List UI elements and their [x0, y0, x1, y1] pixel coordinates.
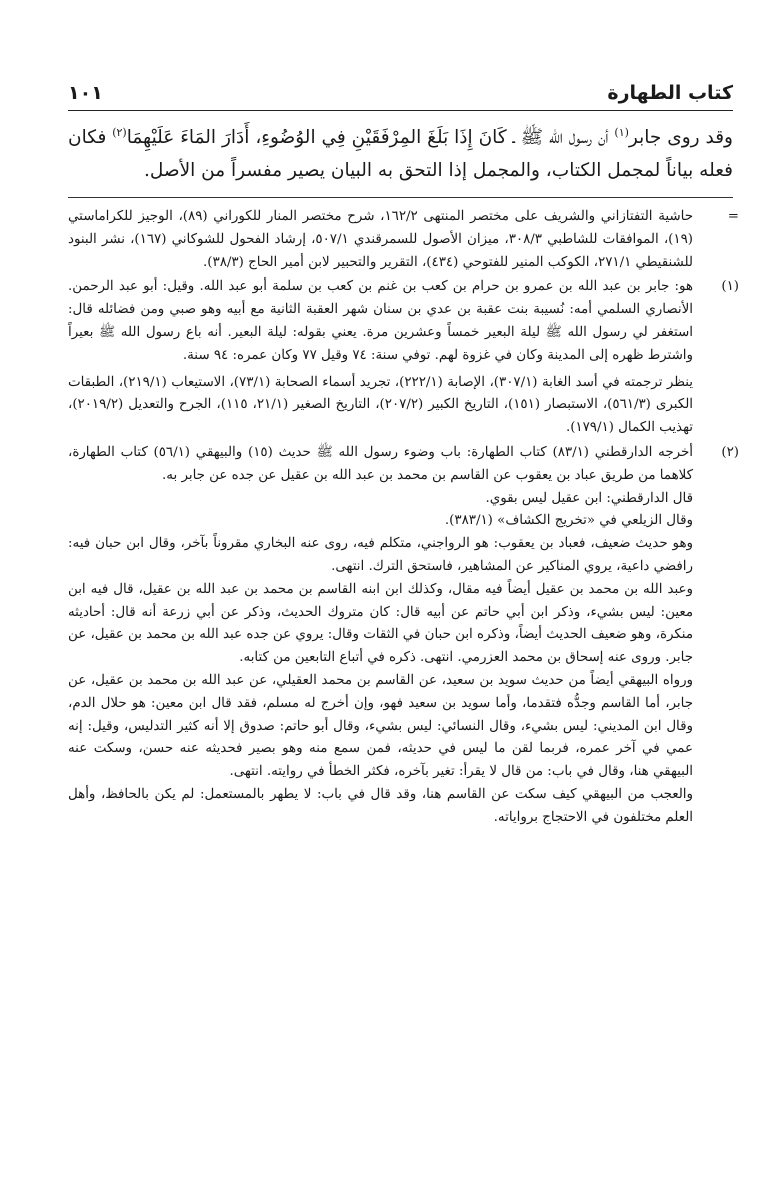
page-number: ١٠١: [68, 82, 103, 104]
continuation-text: حاشية التفتازاني والشريف على مختصر المنتهى ١٦٢/٢، شرح مختصر المنار للكوراني (٨٩)، الوجيز للكراماستي (١٩)، الموافقات للشاطبي ٣٠٨/٣، ميزان الأصول للسمرقندي ٥٠٧/١، إرشاد الفحول للشوكاني (١٦٧)، نشر البنود للشنقيطي ٢٧١/١، الكوكب المنير للفتوحي (٤٣٤)، التقرير والتحبير لابن أمير الحاج (٣٨/٣).: [68, 209, 694, 270]
footnote-ref-2[interactable]: (٢): [112, 125, 127, 139]
footnote-separator: [68, 197, 733, 198]
page: [68, 82, 739, 830]
footnotes: [68, 206, 739, 830]
main-text: [68, 121, 733, 187]
footnote-2-para-3: وقال الزيلعي في «تخريج الكشاف» (٣٨٣/١).: [444, 513, 693, 529]
footnote-ref-1[interactable]: (١): [614, 125, 629, 139]
footnote-1: [68, 276, 739, 440]
footnote-2-para-4: وهو حديث ضعيف، فعباد بن يعقوب: هو الرواجني، متكلم فيه، روى عنه البخاري مقروناً بآخر، وقال ابن حبان فيه: رافضي داعية، يروي المناكير عن المشاهير، فاستحق الترك. انتهى.: [68, 536, 693, 574]
footnote-1-refs: ينظر ترجمته في أسد الغابة (٣٠٧/١)، الإصابة (٢٢٢/١)، تجريد أسماء الصحابة (٧٣/١)، الاستيعاب (٢١٩/١)، الطبقات الكبرى (٥٦١/٣)، الاستبصار (١٥١)، التاريخ الكبير (٢٠٧/٢)، التاريخ الصغير (٢١/١، ١١٥)، الجرح والتعديل (٢٠١٩/٢)، تهذيب الكمال (١٧٩/١).: [68, 374, 694, 436]
footnote-2-marker: (٢): [721, 444, 739, 460]
footnote-continuation: [68, 206, 739, 274]
footnote-2-para-5: وعبد الله بن محمد بن عقيل أيضاً فيه مقال، وكذلك ابن ابنه القاسم بن محمد بن عبد الله بن عقيل، قال فيه ابن معين: ليس بشيء، وذكر ابن أبي حاتم عن أبيه قال: كان متروك الحديث، وذكر عن أبي زرعة أنه قال: أحاديثه منكرة، وهو ضعيف الحديث أيضاً، وذكره ابن حبان في الثقات وقال: يروي عن جده عبد الله بن محمد بن عقيل، عن جابر. وروى عنه إسحاق بن محمد العزرمي. انتهى. ذكره في أتباع التابعين من كتابه.: [68, 581, 693, 666]
footnote-1-text: هو: جابر بن عبد الله بن عمرو بن حرام بن كعب بن غنم بن كعب بن سلمة أبو عبد الله. وقيل: أبو عبد الرحمن. الأنصاري السلمي أمه: نُسيبة بنت عقبة بن عدي بن سنان شهر العقبة الثانية مع أبيه وهو صبي ومن فضائله قال: استغفر لي رسول الله ﷺ ليلة البعير خمساً وعشرين مرة. يعني بقوله: ليلة البعير. أنه باع رسول الله ﷺ بعيراً واشترط ظهره إلى المدينة وكان في غزوة لهم. توفي سنة: ٧٤ وقيل ٧٧ وكان عمره: ٩٤ سنة.: [68, 279, 693, 363]
footnote-2-text: أخرجه الدارقطني (٨٣/١) كتاب الطهارة: باب وضوء رسول الله ﷺ حديث (١٥) والبيهقي (٥٦/١) كتاب الطهارة، كلاهما من طريق عباد بن يعقوب عن القاسم بن محمد بن عبد الله بن عقيل عن جده عن جابر به.: [68, 444, 693, 483]
hadith-quote: كَانَ إِذَا بَلَغَ المِرْفَقَيْنِ فِي الوُضُوءِ، أَدَارَ المَاءَ عَلَيْهِمَا: [126, 127, 507, 148]
footnote-2: [68, 442, 739, 830]
running-title: كتاب الطهارة: [607, 82, 733, 104]
main-mid: أن رسول الله ﷺ ـ: [506, 127, 615, 148]
main-tail: فكان فعله بياناً لمجمل الكتاب، والمجمل إذا التحق به البيان يصير مفسراً من الأصل.: [68, 127, 733, 181]
footnote-2-para-2: قال الدارقطني: ابن عقيل ليس بقوي.: [485, 490, 693, 506]
main-lead: وقد روى جابر: [628, 127, 733, 148]
footnote-2-para-6: ورواه البيهقي أيضاً من حديث سويد بن سعيد، عن القاسم بن محمد العقيلي، عن عبد الله بن محمد بن عقيل، عن جابر، أما القاسم وجدُّه فتقدما، وأما سويد بن سعيد فهو، وإن أخرج له مسلم، فقد قال ابن معين: هو حلال الدم، وقال ابن المديني: ليس بشيء، وقال النسائي: ليس بشيء، وقال أبو حاتم: صدوق إلا أنه كثير التدليس، وقيل: إنه عمي في آخر عمره، فربما لقن ما ليس في حديثه، فمن سمع منه وهو بصير فحديثه عنه حسن، وسكت عنه البيهقي هنا، وقال في باب: من قال لا يقرأ: تغير بآخره، فكثر الخطأ في روايته. انتهى.: [68, 672, 693, 780]
running-header: [68, 82, 733, 111]
continuation-marker: =: [727, 209, 739, 224]
footnote-1-marker: (١): [721, 279, 739, 295]
footnote-2-para-7: والعجب من البيهقي كيف سكت عن القاسم هنا، وقد قال في باب: لا يطهر بالمستعمل: لم يكن بالحافظ، وأهل العلم مختلفون في الاحتجاج برواياته.: [68, 786, 693, 825]
